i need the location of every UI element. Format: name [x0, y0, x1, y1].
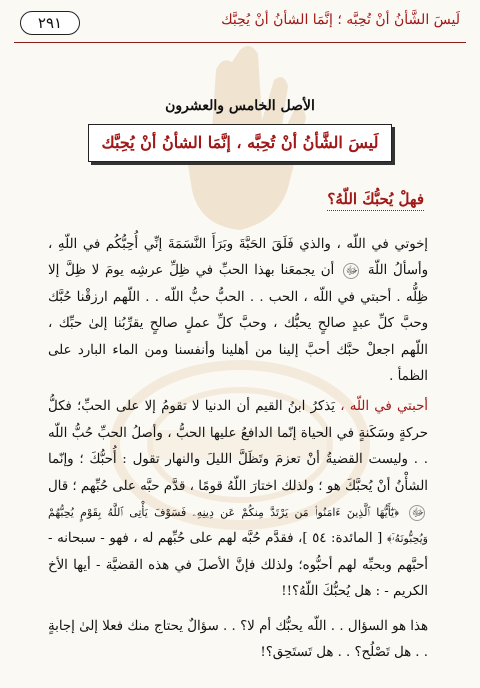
running-title: لَيسَ الشَّأنُ أنْ تُحِبَّه ؛ إنَّمَا الشأنُ أنْ يُحِبَّك: [221, 12, 460, 28]
verse-citation: [ المائدة: ٥٤ ]،: [298, 531, 383, 547]
paragraph-1: إخوتي في اللّه ، والذي فَلَقَ الحَبَّةَ وبَرَأَ النَّسَمَةَ إنِّي أُحِبُّكُم في اللّهِ ، وأسألُ اللّهَ ﷻ أن يجمعَنا بهذا الحبِّ في ظِلِّ عرشِه يومَ لا ظِلَّ إلا ظِلُّه . أحبتي في اللّه ، الحب . . الحبُّ حبُّ اللّه . . اللّهم ارزقْنا حُبَّك وحبَّ كلِّ عبدٍ صالحٍ يحبُّك ، وحبَّ كلِّ عملٍ صالحٍ يقرِّبُنا إلىٰ حبِّك ، اللّهم اجعلْ حبَّك أحبَّ إلينا من أهلينا وأنفسنا ومن الماء البارد على الظمأ .: [48, 237, 429, 385]
honorific-symbol-icon: ﷻ: [343, 263, 359, 279]
paragraph-2: أحبتي في اللّه ، يَذكرُ ابنُ القيم أن الدنيا لا تقومُ إلا على الحبِّ؛ فكلُّ حركةٍ وسَكَنةٍ في الحياة إنّما الدافعُ عليها الحبُّ ، وأصلُ الحبِّ حُبُّ اللّه . . وليست القضيةُ أنْ تعزمَ وتَظَلَّ الليلَ والنهار تقول : أُحبُّكَ ؛ وإنّما الشأْنُ أنْ يُحبَّكَ هو ؛ ولذلك اختارَ اللّهُ قومًا ، قدَّم حبَّه على حُبِّهم ؛ قال ﷻ ﴿يَٰٓأَيُّهَا ٱلَّذِينَ ءَامَنُوا۟ مَن يَرْتَدَّ مِنكُمْ عَن دِينِهِۦ فَسَوْفَ يَأْتِى ٱللَّهُ بِقَوْمٍ يُحِبُّهُمْ وَيُحِبُّونَهُۥٓ﴾ [ المائدة: ٥٤ ]، فقدَّم حُبَّه لهم على حُبِّهم له ، فهو - سبحانه - أحبَّهم وبحبِّه لهم أحبُّوه؛ ولذلك فإنَّ الأصلَ في هذه القضيَّة - أيها الأخ الكريم - : هل يُحبُّكَ اللّهُ؟!!: [48, 399, 428, 600]
page-header: [14, 8, 466, 43]
section-label: الأصل الخامس والعشرون: [165, 98, 315, 114]
body-text: [48, 232, 428, 667]
paragraph-3: هذا هو السؤال . . اللّه يحبُّك أم لا؟ . . سؤالٌ يحتاج منك فعلا إلىٰ إجابةٍ . . هل تَصْلُح؟ . . هل تَستَحِق؟!: [48, 618, 428, 661]
chapter-title: لَيسَ الشَّأنُ أنْ تُحِبَّه ، إنَّمَا الشأنُ أنْ يُحِبَّك: [88, 124, 392, 162]
honorific-symbol-icon: ﷻ: [409, 505, 425, 521]
page-number: ٢٩١: [20, 11, 80, 35]
quran-verse: ﴿يَٰٓأَيُّهَا ٱلَّذِينَ ءَامَنُوا۟ مَن يَرْتَدَّ مِنكُمْ عَن دِينِهِۦ فَسَوْفَ يَأْتِى ٱللَّهُ بِقَوْمٍ يُحِبُّهُمْ وَيُحِبُّونَهُۥٓ﴾: [48, 506, 428, 546]
subheading: فهلْ يُحبُّكَ اللّهُ؟: [327, 190, 424, 211]
paragraph-lead: أحبتي في اللّه ،: [340, 399, 428, 415]
